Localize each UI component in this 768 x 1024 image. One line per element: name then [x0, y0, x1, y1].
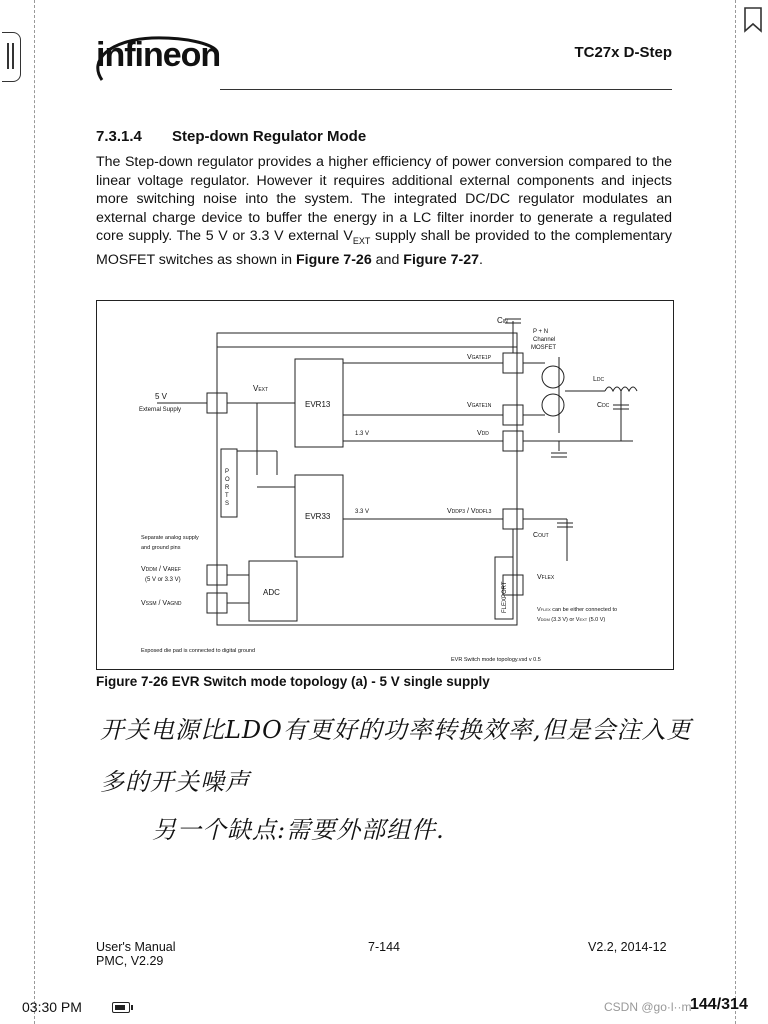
figure-ref-2[interactable]: Figure 7-27	[403, 251, 479, 268]
label-cout: COUT	[533, 532, 549, 539]
page-margin-right	[735, 0, 736, 1024]
label-vddm-varef: VDDM / VAREF	[141, 566, 181, 573]
label-vflex-note-2: VDDM (3.3 V) or VEXT (5.0 V)	[537, 617, 606, 623]
label-separate-analog-1: Separate analog supply	[141, 535, 199, 541]
mosfet-p	[542, 366, 564, 388]
label-vddp3-vddfl3: VDDP3 / VDDFL3	[447, 508, 492, 515]
section-number: 7.3.1.4	[96, 128, 142, 145]
csdn-watermark: CSDN @go·l··m	[604, 1000, 692, 1014]
figure-caption: Figure 7-26 EVR Switch mode topology (a) - 5 V single supply	[96, 674, 490, 689]
label-ports-p: P	[225, 469, 230, 475]
label-adc: ADC	[263, 588, 280, 597]
label-cin: CIN	[497, 316, 508, 325]
label-ldc: LDC	[593, 376, 605, 383]
evr-topology-diagram	[97, 301, 673, 669]
label-flexport: FLEXPORT	[502, 581, 508, 613]
label-ports-s: S	[225, 501, 230, 507]
page-margin-left	[34, 0, 35, 1024]
label-3-3v: 3.3 V	[355, 509, 370, 515]
label-vdd: VDD	[477, 430, 489, 437]
label-5v: 5 V	[155, 392, 168, 401]
label-1-3v: 1.3 V	[355, 431, 370, 437]
figure-ref-1[interactable]: Figure 7-26	[296, 251, 372, 268]
label-external-supply: External Supply	[139, 407, 182, 413]
label-vflex-note-1: VFLEX can be either connected to	[537, 607, 618, 613]
label-evr33: EVR33	[305, 512, 331, 521]
label-vgate1p: VGATE1P	[467, 354, 492, 361]
handwritten-note-line-1: 开关电源比LDO有更好的功率转换效率,但是会注入更	[100, 716, 692, 744]
label-vssm-vagnd: VSSM / VAGND	[141, 600, 182, 607]
label-channel: Channel	[533, 337, 556, 343]
label-mosfet: MOSFET	[531, 345, 556, 351]
label-vddm-range: (5 V or 3.3 V)	[145, 577, 181, 583]
footer-version: V2.2, 2014-12	[588, 940, 667, 954]
section-title: Step-down Regulator Mode	[172, 128, 367, 145]
figure-frame	[96, 300, 674, 670]
label-ports-r: R	[225, 485, 230, 491]
label-cdc: CDC	[597, 402, 610, 409]
label-ports-o: O	[225, 477, 230, 483]
handwritten-note-line-3: 另一个缺点:需要外部组件.	[152, 816, 445, 844]
footer-page-number: 7-144	[368, 940, 400, 954]
label-pn-channel: P + N	[533, 329, 549, 335]
label-topology-ref: EVR Switch mode topology.vsd v 0.5	[451, 657, 541, 663]
bookmark-icon[interactable]	[742, 6, 764, 34]
status-time: 03:30 PM	[22, 999, 82, 1015]
side-panel-toggle-icon[interactable]	[2, 32, 21, 82]
pad-vgate1n	[503, 405, 523, 425]
label-exposed-pad: Exposed die pad is connected to digital ground	[141, 648, 256, 654]
footer-pmc: PMC, V2.29	[96, 954, 164, 968]
label-vext: VEXT	[253, 384, 269, 393]
footer-manual: User's Manual	[96, 940, 176, 954]
handwritten-note-line-2: 多的开关噪声	[100, 768, 250, 796]
battery-icon	[112, 1002, 130, 1013]
pad-vdd	[503, 431, 523, 451]
label-separate-analog-2: and ground pins	[141, 545, 181, 551]
page-counter: 144/314	[690, 996, 748, 1013]
pad-vgate1p	[503, 353, 523, 373]
label-vgate1n: VGATE1N	[467, 402, 492, 409]
infineon-logo: infineon	[96, 36, 221, 74]
inductor-ldc	[605, 387, 637, 391]
label-vflex: VFLEX	[537, 574, 555, 581]
chip-outline	[217, 333, 517, 625]
label-ports-t: T	[225, 493, 229, 499]
pad-vddp3	[503, 509, 523, 529]
label-evr13: EVR13	[305, 400, 331, 409]
header-rule	[220, 89, 672, 90]
section-paragraph: The Step-down regulator provides a higher efficiency of power conversion compared to the linear voltage regulator. However it requires additional external components and injects more switching noise into the system. The integrated DC/DC regulator modulates an external charge device to buffer the energy in a LC filter inorder to generate a regulated core supply. The 5 V or 3.3 V external $V_{EXT}$ supply shall be provided to the complementary MOSFET switches as shown in Figure 7-26 and Figure 7-27.	[96, 154, 672, 268]
document-title: TC27x D-Step	[574, 44, 672, 61]
mosfet-n	[542, 394, 564, 416]
